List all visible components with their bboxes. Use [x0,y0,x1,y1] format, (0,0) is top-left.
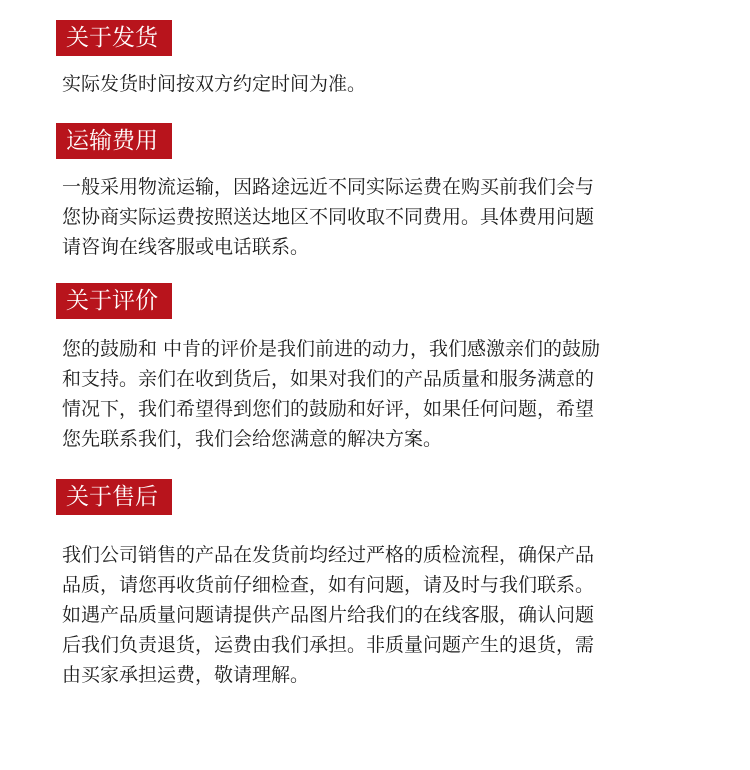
body-line: 由买家承担运费，敬请理解。 [62,664,310,686]
section-body-freight [62,172,702,262]
body-line: 实际发货时间按双方约定时间为准。 [62,73,367,95]
body-line: 品质，请您再收货前仔细检查，如有问题，请及时与我们联系。 [62,574,595,596]
section-title-shipping: 关于发货 [56,20,172,56]
body-line: 如遇产品质量问题请提供产品图片给我们的在线客服，确认问题 [62,604,595,626]
body-line: 请咨询在线客服或电话联系。 [62,236,310,258]
section-body-reviews [62,334,702,454]
body-line: 情况下，我们希望得到您们的鼓励和好评，如果任何问题，希望 [62,398,595,420]
body-line: 我们公司销售的产品在发货前均经过严格的质检流程，确保产品 [62,544,595,566]
section-body-after-sales [62,540,702,690]
body-line: 您先联系我们，我们会给您满意的解决方案。 [62,428,443,450]
body-line: 您协商实际运费按照送达地区不同收取不同费用。具体费用问题 [62,206,595,228]
section-title-freight: 运输费用 [56,123,172,159]
section-body-shipping [62,69,702,99]
body-line: 和支持。亲们在收到货后，如果对我们的产品质量和服务满意的 [62,368,595,390]
section-title-after-sales: 关于售后 [56,479,172,515]
body-line: 您的鼓励和 中肯的评价是我们前进的动力，我们感激亲们的鼓励 [62,338,601,360]
body-line: 后我们负责退货，运费由我们承担。非质量问题产生的退货，需 [62,634,595,656]
section-title-reviews: 关于评价 [56,283,172,319]
body-line: 一般采用物流运输，因路途远近不同实际运费在购买前我们会与 [62,176,595,198]
